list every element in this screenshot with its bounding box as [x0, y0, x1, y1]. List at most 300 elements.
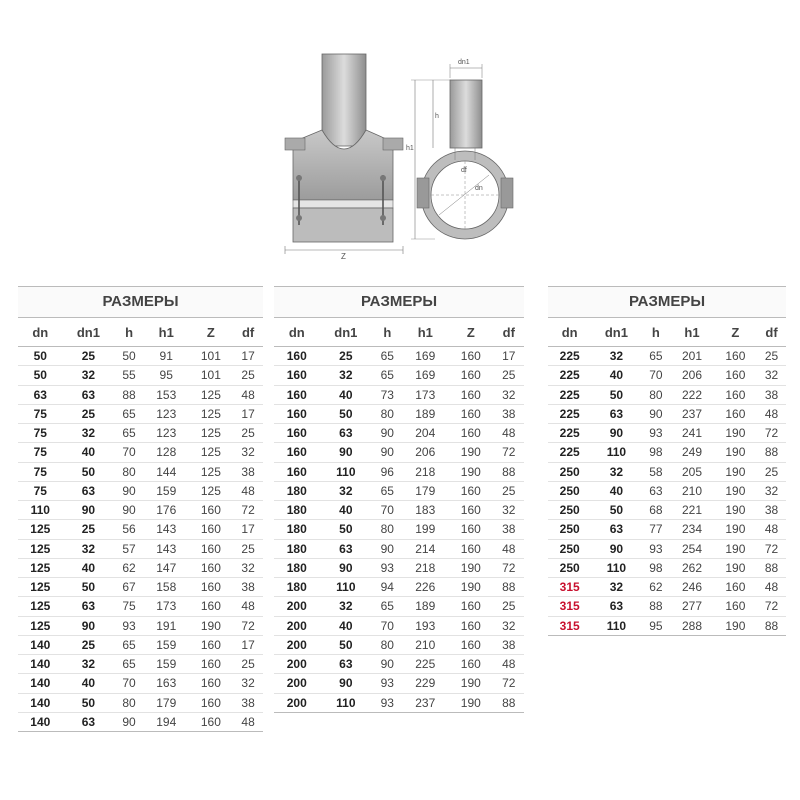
cell-dn: 160 [274, 366, 320, 385]
cell-df: 25 [233, 539, 263, 558]
cell-h: 70 [641, 366, 670, 385]
column-header-h: h [641, 318, 670, 347]
cell-h: 90 [114, 501, 144, 520]
cell-df: 88 [757, 616, 786, 635]
cell-dn1: 32 [591, 347, 641, 366]
cell-h: 77 [641, 520, 670, 539]
cell-dn: 225 [548, 385, 591, 404]
table-body [274, 347, 524, 713]
table-row [274, 520, 524, 539]
cell-h: 70 [372, 501, 402, 520]
cell-dn: 200 [274, 635, 320, 654]
cell-z: 160 [448, 635, 494, 654]
cell-dn: 75 [18, 462, 63, 481]
cell-dn: 50 [18, 366, 63, 385]
cell-h: 90 [114, 712, 144, 731]
cell-h: 88 [114, 385, 144, 404]
cell-df: 32 [233, 558, 263, 577]
cell-z: 160 [448, 424, 494, 443]
cell-h: 63 [641, 481, 670, 500]
cell-z: 160 [714, 597, 757, 616]
cell-dn1: 40 [63, 674, 115, 693]
column-header-h1: h1 [144, 318, 189, 347]
cell-z: 125 [189, 443, 234, 462]
cell-h: 93 [372, 674, 402, 693]
column-header-h: h [114, 318, 144, 347]
cell-dn: 180 [274, 578, 320, 597]
cell-h1: 206 [403, 443, 449, 462]
cell-dn: 225 [548, 366, 591, 385]
cell-h1: 204 [403, 424, 449, 443]
table-row [548, 366, 786, 385]
cell-dn1: 32 [591, 578, 641, 597]
cell-z: 125 [189, 385, 234, 404]
table-row [18, 424, 263, 443]
cell-h: 65 [372, 347, 402, 366]
table-row [18, 520, 263, 539]
cell-df: 48 [757, 520, 786, 539]
cell-dn: 200 [274, 616, 320, 635]
cell-dn1: 40 [320, 501, 373, 520]
cell-h1: 205 [670, 462, 713, 481]
cell-h: 62 [641, 578, 670, 597]
cell-df: 17 [233, 347, 263, 366]
cell-dn1: 25 [63, 347, 115, 366]
cell-h: 73 [372, 385, 402, 404]
cell-df: 72 [494, 674, 524, 693]
cell-dn: 125 [18, 578, 63, 597]
cell-h: 70 [372, 616, 402, 635]
cell-dn1: 63 [320, 655, 373, 674]
cell-dn: 75 [18, 481, 63, 500]
cell-dn1: 32 [63, 539, 115, 558]
label-z: Z [341, 252, 346, 261]
column-header-h1: h1 [403, 318, 449, 347]
table-row [274, 578, 524, 597]
cell-df: 25 [494, 481, 524, 500]
dimensions-table-1 [18, 286, 263, 732]
cell-dn: 200 [274, 674, 320, 693]
table-row [274, 404, 524, 423]
cell-dn1: 63 [591, 597, 641, 616]
table-row [18, 539, 263, 558]
cell-h: 80 [641, 385, 670, 404]
cell-df: 88 [494, 462, 524, 481]
cell-df: 38 [233, 693, 263, 712]
table-row [274, 481, 524, 500]
cell-df: 88 [494, 578, 524, 597]
cell-dn1: 50 [591, 501, 641, 520]
dimensions-table-3 [548, 286, 786, 636]
cell-z: 160 [448, 501, 494, 520]
column-header-dn1: dn1 [63, 318, 115, 347]
cell-dn: 180 [274, 539, 320, 558]
cell-z: 160 [714, 366, 757, 385]
label-h: h [435, 113, 439, 120]
cell-df: 48 [757, 578, 786, 597]
cell-df: 72 [233, 501, 263, 520]
cell-df: 88 [757, 443, 786, 462]
cell-h1: 159 [144, 635, 189, 654]
cell-h1: 179 [403, 481, 449, 500]
cell-h: 90 [114, 481, 144, 500]
cell-df: 48 [233, 712, 263, 731]
cell-h: 70 [114, 674, 144, 693]
cell-df: 32 [757, 481, 786, 500]
cell-dn: 250 [548, 558, 591, 577]
cell-df: 32 [757, 366, 786, 385]
cell-h: 65 [641, 347, 670, 366]
cell-z: 190 [448, 674, 494, 693]
cell-dn1: 40 [591, 481, 641, 500]
cell-dn: 50 [18, 347, 63, 366]
table-row [548, 404, 786, 423]
dimensions-table-2 [274, 286, 524, 713]
table-body [18, 347, 263, 732]
cell-df: 25 [757, 347, 786, 366]
cell-dn: 225 [548, 404, 591, 423]
cell-dn1: 63 [63, 385, 115, 404]
cell-h1: 169 [403, 347, 449, 366]
cell-h: 75 [114, 597, 144, 616]
cell-df: 17 [233, 635, 263, 654]
cell-dn: 180 [274, 520, 320, 539]
cell-h: 55 [114, 366, 144, 385]
cell-dn1: 32 [320, 366, 373, 385]
cell-df: 48 [494, 539, 524, 558]
cell-dn: 125 [18, 520, 63, 539]
side-view [406, 59, 513, 239]
table-row [274, 501, 524, 520]
cell-df: 38 [233, 462, 263, 481]
cell-dn1: 40 [320, 616, 373, 635]
cell-h: 95 [641, 616, 670, 635]
cell-z: 190 [189, 616, 234, 635]
cell-df: 38 [494, 520, 524, 539]
cell-z: 190 [714, 424, 757, 443]
cell-dn1: 32 [63, 655, 115, 674]
cell-h: 65 [114, 635, 144, 654]
cell-h1: 123 [144, 424, 189, 443]
cell-dn1: 110 [320, 462, 373, 481]
cell-df: 17 [494, 347, 524, 366]
cell-z: 160 [714, 404, 757, 423]
cell-dn: 140 [18, 635, 63, 654]
cell-dn: 110 [18, 501, 63, 520]
table-row [18, 655, 263, 674]
cell-df: 32 [494, 501, 524, 520]
cell-df: 72 [757, 424, 786, 443]
table-title: РАЗМЕРЫ [548, 286, 786, 318]
cell-h1: 262 [670, 558, 713, 577]
cell-z: 190 [714, 501, 757, 520]
cell-h: 80 [372, 404, 402, 423]
cell-df: 25 [233, 424, 263, 443]
cell-z: 160 [448, 366, 494, 385]
cell-df: 48 [494, 424, 524, 443]
cell-dn1: 50 [320, 635, 373, 654]
cell-h: 68 [641, 501, 670, 520]
cell-z: 160 [448, 520, 494, 539]
table-row [274, 616, 524, 635]
cell-h: 65 [372, 366, 402, 385]
cell-dn: 315 [548, 578, 591, 597]
cell-h: 80 [114, 693, 144, 712]
cell-df: 88 [494, 693, 524, 712]
table-row [18, 578, 263, 597]
cell-dn: 225 [548, 424, 591, 443]
cell-h1: 193 [403, 616, 449, 635]
cell-h1: 144 [144, 462, 189, 481]
table-title: РАЗМЕРЫ [274, 286, 524, 318]
cell-z: 160 [448, 385, 494, 404]
cell-dn: 75 [18, 404, 63, 423]
cell-h1: 246 [670, 578, 713, 597]
cell-z: 190 [714, 558, 757, 577]
cell-z: 160 [448, 481, 494, 500]
cell-h: 93 [372, 558, 402, 577]
table-row [274, 693, 524, 712]
cell-dn: 315 [548, 597, 591, 616]
cell-h1: 225 [403, 655, 449, 674]
column-header-dn: dn [18, 318, 63, 347]
cell-dn: 225 [548, 443, 591, 462]
table-row [18, 385, 263, 404]
cell-dn1: 50 [320, 404, 373, 423]
cell-z: 160 [714, 578, 757, 597]
cell-h: 57 [114, 539, 144, 558]
cell-z: 190 [448, 558, 494, 577]
table-row [548, 462, 786, 481]
table-row [18, 693, 263, 712]
cell-dn1: 110 [591, 443, 641, 462]
cell-dn1: 90 [591, 539, 641, 558]
cell-dn: 250 [548, 520, 591, 539]
cell-h1: 218 [403, 462, 449, 481]
table-body [548, 347, 786, 636]
cell-h: 65 [372, 597, 402, 616]
cell-dn1: 63 [63, 597, 115, 616]
cell-dn: 63 [18, 385, 63, 404]
column-header-z: Z [189, 318, 234, 347]
cell-h1: 176 [144, 501, 189, 520]
cell-dn: 250 [548, 501, 591, 520]
cell-dn1: 110 [591, 558, 641, 577]
cell-dn: 250 [548, 539, 591, 558]
table-row [18, 462, 263, 481]
cell-h1: 147 [144, 558, 189, 577]
cell-dn: 200 [274, 655, 320, 674]
cell-h: 98 [641, 443, 670, 462]
column-header-df: df [233, 318, 263, 347]
cell-h1: 159 [144, 481, 189, 500]
cell-h1: 199 [403, 520, 449, 539]
cell-dn: 180 [274, 481, 320, 500]
cell-h: 50 [114, 347, 144, 366]
cell-h1: 254 [670, 539, 713, 558]
cell-h1: 201 [670, 347, 713, 366]
column-header-h: h [372, 318, 402, 347]
cell-h: 80 [372, 520, 402, 539]
table-row [274, 674, 524, 693]
cell-dn1: 90 [63, 616, 115, 635]
cell-h: 65 [114, 404, 144, 423]
cell-z: 160 [448, 404, 494, 423]
cell-z: 190 [448, 578, 494, 597]
cell-dn1: 63 [591, 520, 641, 539]
cell-dn: 200 [274, 693, 320, 712]
cell-dn1: 50 [63, 693, 115, 712]
cell-h1: 153 [144, 385, 189, 404]
column-header-dn: dn [548, 318, 591, 347]
cell-z: 160 [448, 616, 494, 635]
label-dn: dn [475, 185, 483, 192]
cell-dn1: 90 [63, 501, 115, 520]
cell-h1: 158 [144, 578, 189, 597]
cell-dn1: 90 [320, 443, 373, 462]
cell-df: 48 [233, 481, 263, 500]
cell-dn: 75 [18, 443, 63, 462]
cell-df: 25 [494, 597, 524, 616]
cell-z: 101 [189, 366, 234, 385]
cell-h1: 128 [144, 443, 189, 462]
table-row [18, 404, 263, 423]
cell-dn: 140 [18, 693, 63, 712]
table-row [548, 424, 786, 443]
cell-dn: 160 [274, 443, 320, 462]
cell-h1: 229 [403, 674, 449, 693]
cell-dn1: 63 [320, 539, 373, 558]
table-row [18, 366, 263, 385]
cell-dn: 180 [274, 558, 320, 577]
cell-z: 190 [448, 693, 494, 712]
cell-h1: 143 [144, 539, 189, 558]
cell-df: 25 [233, 655, 263, 674]
table-row [18, 558, 263, 577]
table-row [18, 443, 263, 462]
cell-z: 125 [189, 481, 234, 500]
table-row [548, 501, 786, 520]
cell-z: 160 [189, 539, 234, 558]
table-row [18, 347, 263, 366]
cell-df: 72 [757, 597, 786, 616]
cell-h1: 91 [144, 347, 189, 366]
table-row [274, 462, 524, 481]
cell-dn1: 90 [591, 424, 641, 443]
cell-h: 58 [641, 462, 670, 481]
cell-z: 190 [714, 520, 757, 539]
technical-drawing [275, 50, 540, 265]
cell-df: 17 [233, 404, 263, 423]
table-row [548, 385, 786, 404]
cell-h1: 277 [670, 597, 713, 616]
cell-h: 90 [372, 655, 402, 674]
table-row [18, 501, 263, 520]
table-header-row [18, 318, 263, 347]
cell-dn: 250 [548, 462, 591, 481]
cell-dn: 250 [548, 481, 591, 500]
cell-h1: 179 [144, 693, 189, 712]
cell-df: 38 [494, 635, 524, 654]
cell-dn1: 50 [63, 462, 115, 481]
cell-h: 90 [372, 443, 402, 462]
cell-z: 190 [448, 462, 494, 481]
cell-z: 160 [189, 597, 234, 616]
cell-h1: 189 [403, 597, 449, 616]
cell-h: 80 [372, 635, 402, 654]
cell-h1: 191 [144, 616, 189, 635]
table-row [274, 385, 524, 404]
table-title: РАЗМЕРЫ [18, 286, 263, 318]
cell-z: 125 [189, 404, 234, 423]
cell-h1: 241 [670, 424, 713, 443]
column-header-df: df [494, 318, 524, 347]
table-row [274, 424, 524, 443]
cell-h: 80 [114, 462, 144, 481]
cell-h: 70 [114, 443, 144, 462]
cell-dn: 315 [548, 616, 591, 635]
table-row [274, 597, 524, 616]
cell-z: 160 [448, 539, 494, 558]
label-h1: h1 [406, 145, 414, 152]
cell-dn: 140 [18, 655, 63, 674]
column-header-h1: h1 [670, 318, 713, 347]
cell-z: 190 [714, 462, 757, 481]
front-view [285, 54, 403, 261]
cell-h: 93 [114, 616, 144, 635]
cell-dn1: 32 [591, 462, 641, 481]
cell-h1: 237 [403, 693, 449, 712]
cell-h1: 169 [403, 366, 449, 385]
cell-z: 160 [189, 635, 234, 654]
cell-h: 65 [114, 424, 144, 443]
table-row [548, 616, 786, 635]
cell-df: 32 [233, 674, 263, 693]
table-header-row [548, 318, 786, 347]
cell-z: 160 [189, 674, 234, 693]
cell-h: 98 [641, 558, 670, 577]
cell-dn: 180 [274, 501, 320, 520]
cell-dn: 160 [274, 462, 320, 481]
cell-dn1: 110 [320, 693, 373, 712]
cell-h: 67 [114, 578, 144, 597]
cell-z: 160 [189, 520, 234, 539]
cell-z: 125 [189, 424, 234, 443]
cell-z: 160 [714, 385, 757, 404]
table-row [18, 616, 263, 635]
cell-dn1: 63 [320, 424, 373, 443]
cell-dn: 125 [18, 558, 63, 577]
cell-dn1: 50 [591, 385, 641, 404]
cell-z: 160 [189, 655, 234, 674]
cell-h: 88 [641, 597, 670, 616]
cell-h: 93 [372, 693, 402, 712]
cell-z: 101 [189, 347, 234, 366]
table-row [548, 558, 786, 577]
cell-dn: 140 [18, 674, 63, 693]
cell-dn: 160 [274, 347, 320, 366]
cell-h1: 221 [670, 501, 713, 520]
cell-z: 190 [714, 539, 757, 558]
cell-z: 160 [448, 655, 494, 674]
cell-h: 90 [641, 404, 670, 423]
cell-df: 32 [233, 443, 263, 462]
table-row [274, 347, 524, 366]
cell-df: 25 [757, 462, 786, 481]
cell-dn1: 63 [591, 404, 641, 423]
cell-h1: 95 [144, 366, 189, 385]
cell-dn1: 90 [320, 558, 373, 577]
